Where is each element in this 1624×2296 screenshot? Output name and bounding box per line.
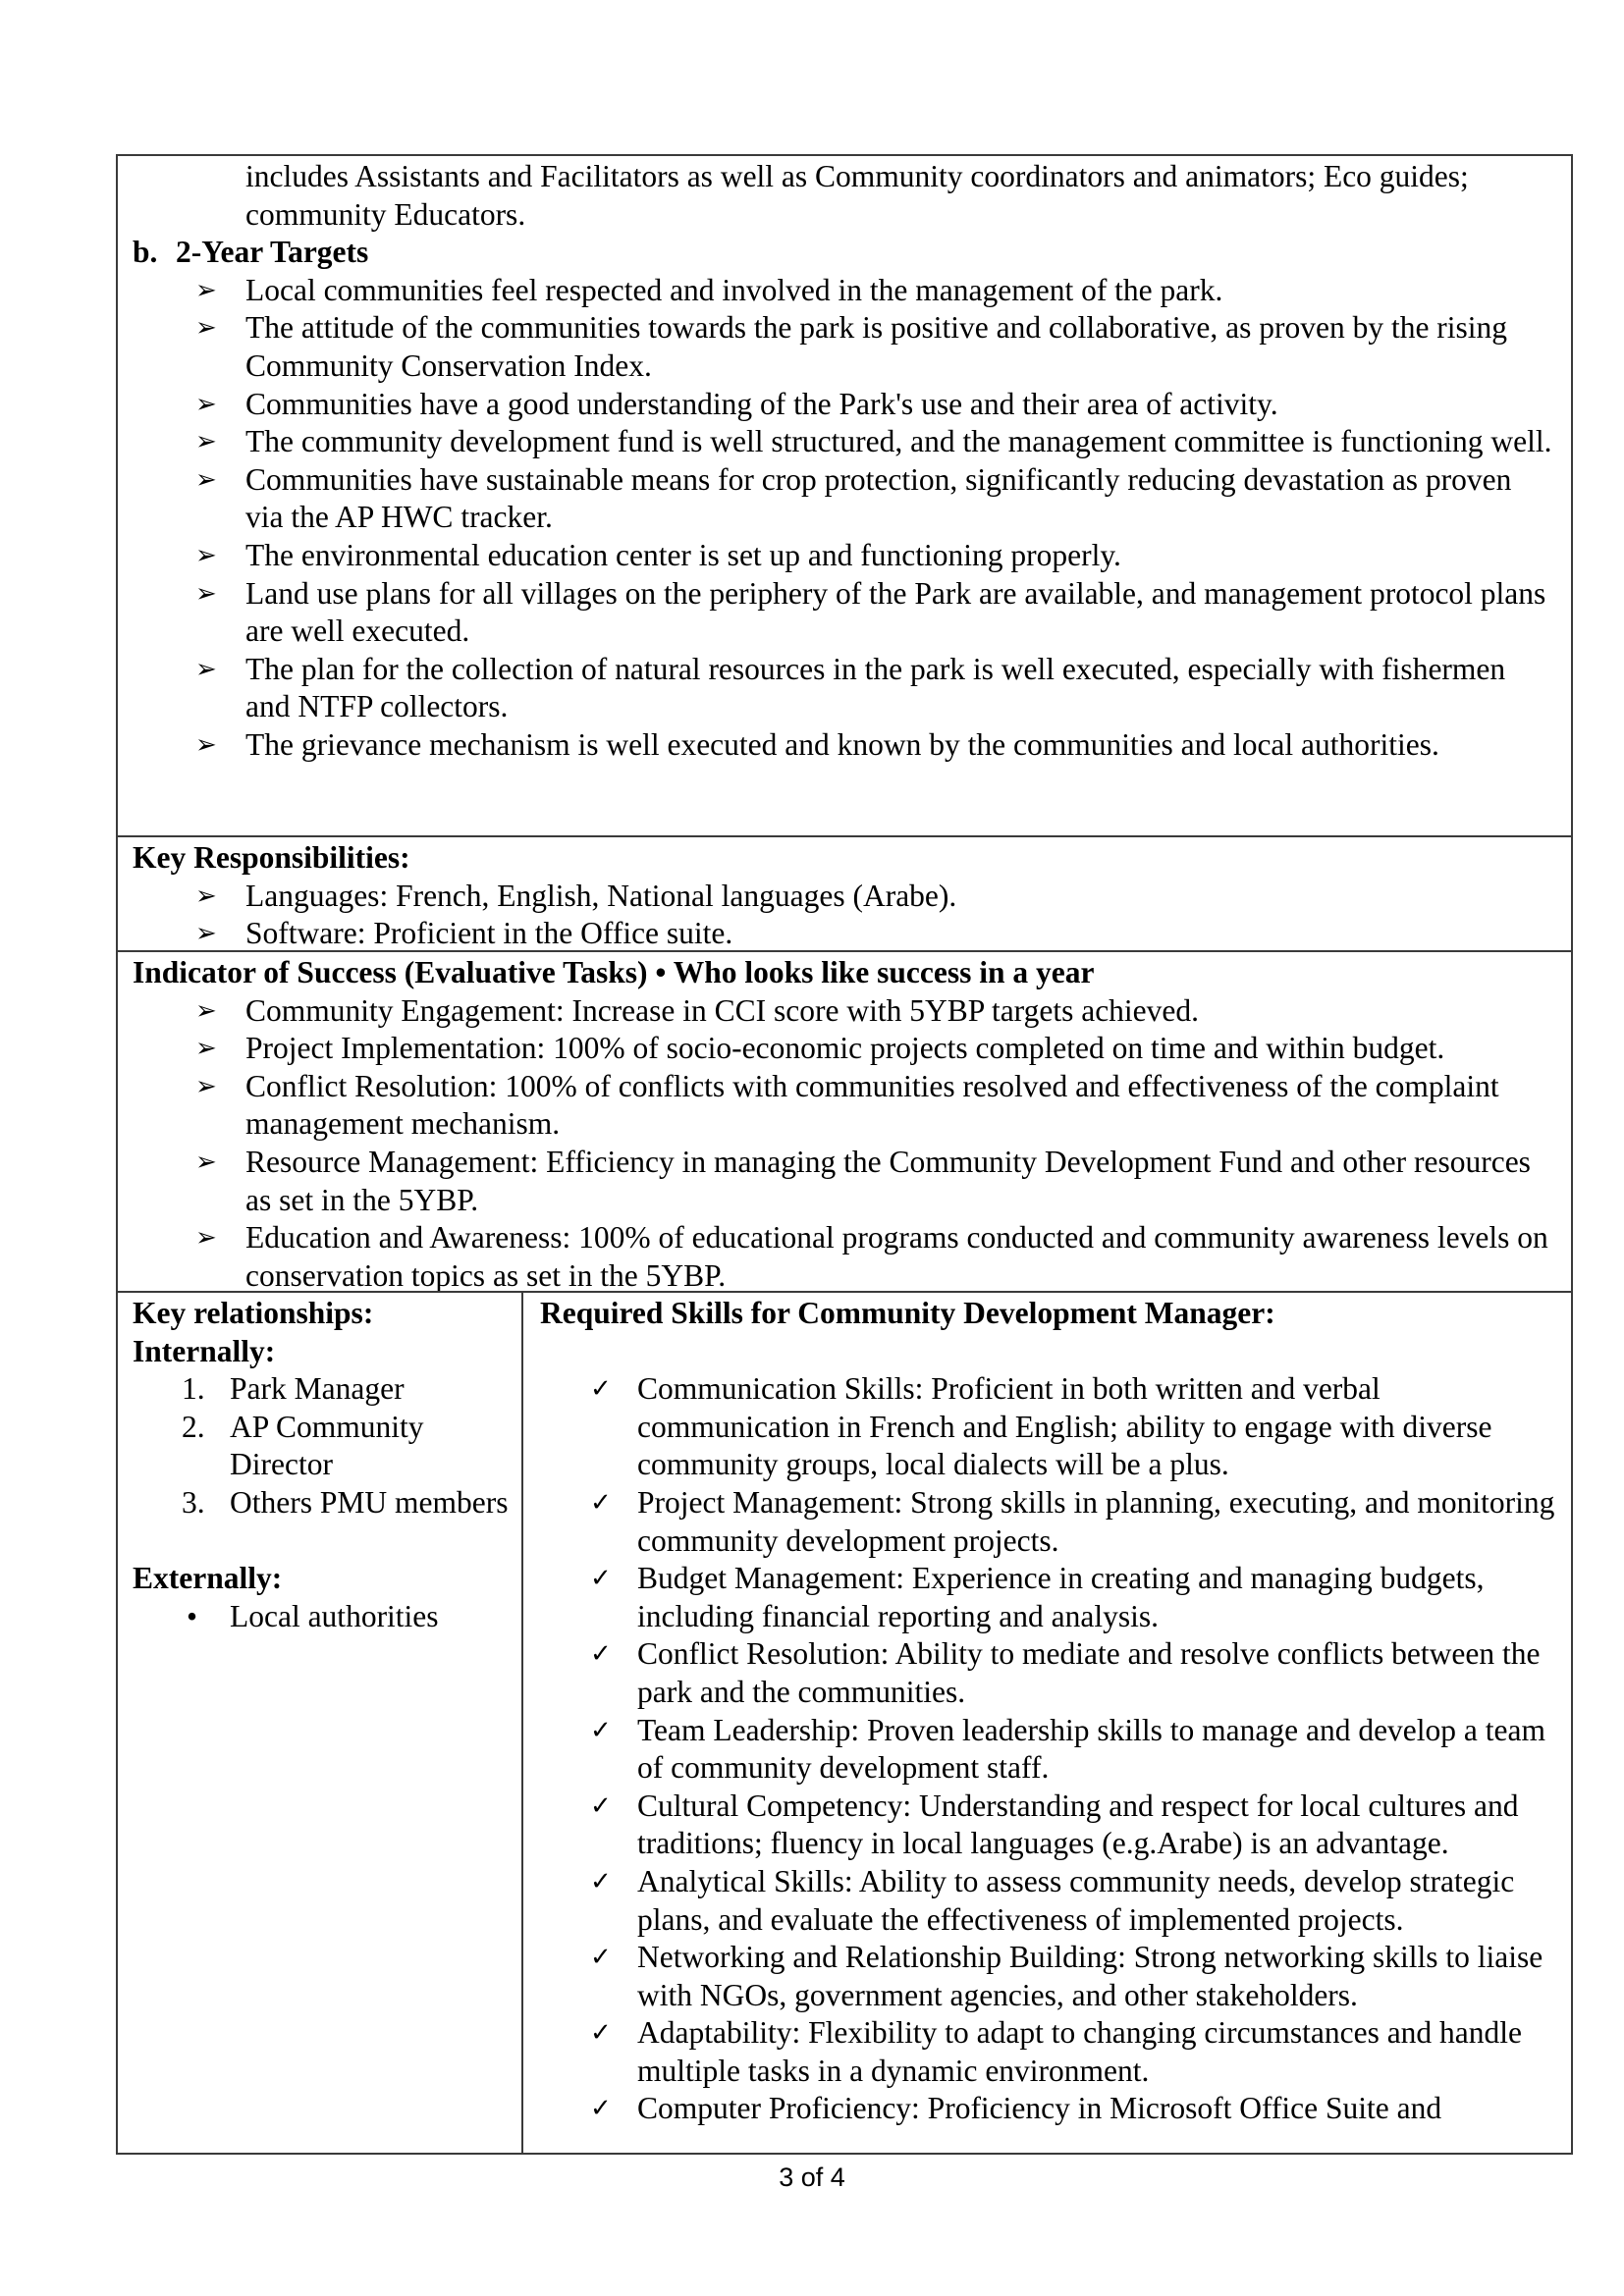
list-item: ✓ Adaptability: Flexibility to adapt to changing circumstances and handle multiple tasks in a dynamic environment. xyxy=(590,2015,1523,2088)
spacer xyxy=(540,1333,1571,1371)
page-number-footer xyxy=(0,2163,1624,2193)
checkmark-icon: ✓ xyxy=(590,2094,612,2124)
checkmark-icon: ✓ xyxy=(590,1866,612,1896)
arrow-bullet-icon: ➢ xyxy=(195,654,217,683)
list-item: ✓ Conflict Resolution: Ability to mediate and resolve conflicts between the park and the communities. xyxy=(590,1636,1541,1709)
arrow-bullet-icon: ➢ xyxy=(195,995,217,1025)
list-item: ✓ Networking and Relationship Building: Strong networking skills to liaise with NGOs, government agencies, and other stakeholders. xyxy=(590,1940,1543,2012)
list-number: 1. xyxy=(182,1371,205,1407)
list-item: ➢ Project Implementation: 100% of socio-economic projects completed on time and within budget. xyxy=(133,1030,1571,1068)
responsibilities-cell xyxy=(118,837,1571,950)
arrow-bullet-icon: ➢ xyxy=(195,1223,217,1253)
page-current: 3 xyxy=(779,2163,794,2192)
checkmark-icon: ✓ xyxy=(590,1790,612,1821)
checkmark-icon: ✓ xyxy=(590,1639,612,1670)
page-of-label: of xyxy=(800,2163,824,2192)
targets-list xyxy=(133,272,1571,765)
list-item: ✓ Project Management: Strong skills in planning, executing, and monitoring community development projects. xyxy=(590,1484,1555,1558)
indicators-heading: Indicator of Success (Evaluative Tasks) • Who looks like success in a year xyxy=(133,955,1095,989)
targets-heading xyxy=(133,234,1571,272)
indicators-row xyxy=(118,950,1571,1291)
list-item: ➢ Conflict Resolution: 100% of conflicts with communities resolved and effectiveness of the complaint management mechanism. xyxy=(195,1068,1499,1142)
list-item: • Local authorities xyxy=(133,1598,521,1636)
checkmark-icon: ✓ xyxy=(590,1487,612,1518)
list-item: 1. Park Manager xyxy=(133,1370,521,1409)
external-heading: Externally: xyxy=(133,1561,283,1596)
relationships-cell xyxy=(118,1293,523,2155)
responsibilities-list xyxy=(133,878,1571,953)
list-item: ✓ Budget Management: Experience in creating and managing budgets, including financial reporting and analysis. xyxy=(590,1561,1485,1633)
list-item: ➢ Communities have sustainable means for crop protection, significantly reducing devastation as proven via the AP HWC tracker. xyxy=(195,461,1512,535)
list-item: ➢ Local communities feel respected and involved in the management of the park. xyxy=(133,272,1571,310)
indicators-cell xyxy=(118,952,1571,1291)
checkmark-icon: ✓ xyxy=(590,1374,612,1405)
arrow-bullet-icon: ➢ xyxy=(195,881,217,910)
list-number: 2. xyxy=(182,1409,205,1444)
internal-heading: Internally: xyxy=(133,1333,276,1368)
list-item: ✓ Team Leadership: Proven leadership skills to manage and develop a team of community development staff. xyxy=(590,1712,1545,1786)
skills-cell xyxy=(523,1293,1571,2155)
responsibilities-heading: Key Responsibilities: xyxy=(133,840,410,875)
arrow-bullet-icon: ➢ xyxy=(195,540,217,569)
list-item: ➢ Land use plans for all villages on the periphery of the Park are available, and management protocol plans are well executed. xyxy=(195,575,1546,649)
list-item: ➢ Languages: French, English, National languages (Arabe). xyxy=(133,878,1571,916)
checkmark-icon: ✓ xyxy=(590,1564,612,1594)
list-item: ➢ Resource Management: Efficiency in managing the Community Development Fund and other resources as set in the 5YBP. xyxy=(195,1144,1531,1217)
list-item: ➢ The plan for the collection of natural resources in the park is well executed, especially with fishermen and NTFP collectors. xyxy=(195,651,1506,724)
list-item: ➢ The environmental education center is set up and functioning properly. xyxy=(133,537,1571,575)
skills-heading: Required Skills for Community Development Manager: xyxy=(540,1296,1275,1330)
dot-bullet-icon: • xyxy=(187,1598,198,1633)
arrow-bullet-icon: ➢ xyxy=(195,275,217,304)
skills-list xyxy=(540,1370,1571,2128)
targets-heading-title: 2-Year Targets xyxy=(176,235,369,270)
page-total: 4 xyxy=(830,2163,845,2192)
arrow-bullet-icon: ➢ xyxy=(195,729,217,759)
responsibilities-row xyxy=(118,835,1571,950)
list-item: ➢ Education and Awareness: 100% of educational programs conducted and community awareness levels on conservation topics as set in the 5YBP. xyxy=(195,1220,1548,1293)
arrow-bullet-icon: ➢ xyxy=(195,389,217,418)
list-item: 2. AP Community Director xyxy=(182,1409,424,1482)
list-item: ➢ The grievance mechanism is well executed and known by the communities and local authorities. xyxy=(133,726,1571,765)
arrow-bullet-icon: ➢ xyxy=(195,1071,217,1100)
arrow-bullet-icon: ➢ xyxy=(195,919,217,948)
arrow-bullet-icon: ➢ xyxy=(195,578,217,608)
external-list xyxy=(133,1598,521,1636)
list-item: ➢ Software: Proficient in the Office suite. xyxy=(133,915,1571,953)
job-description-table xyxy=(116,154,1573,2155)
arrow-bullet-icon: ➢ xyxy=(195,1147,217,1176)
list-item: ✓ Cultural Competency: Understanding and respect for local cultures and traditions; fluency in local languages (e.g.Arabe) is an advantage. xyxy=(590,1788,1519,1861)
arrow-bullet-icon: ➢ xyxy=(195,464,217,494)
indicators-list xyxy=(133,992,1571,1296)
checkmark-icon: ✓ xyxy=(590,1715,612,1745)
list-item: ➢ Community Engagement: Increase in CCI score with 5YBP targets achieved. xyxy=(133,992,1571,1031)
targets-row xyxy=(118,156,1571,835)
list-item: ✓ Computer Proficiency: Proficiency in Microsoft Office Suite and xyxy=(540,2090,1571,2128)
checkmark-icon: ✓ xyxy=(590,2018,612,2049)
list-item: ✓ Communication Skills: Proficient in both written and verbal communication in French and English; ability to engage with diverse community groups, local dialects will be a plus. xyxy=(590,1371,1492,1482)
arrow-bullet-icon: ➢ xyxy=(195,427,217,456)
arrow-bullet-icon: ➢ xyxy=(195,313,217,343)
relationships-heading: Key relationships: xyxy=(133,1296,374,1330)
arrow-bullet-icon: ➢ xyxy=(195,1034,217,1063)
list-item: ➢ The attitude of the communities towards the park is positive and collaborative, as proven by the rising Community Conservation Index. xyxy=(195,310,1508,383)
targets-cell xyxy=(118,156,1571,835)
internal-list xyxy=(133,1370,521,1522)
relationships-skills-row xyxy=(118,1291,1571,2155)
list-item: ✓ Analytical Skills: Ability to assess community needs, develop strategic plans, and evaluate the effectiveness of implemented projects. xyxy=(590,1863,1515,1937)
list-item: ➢ Communities have a good understanding of the Park's use and their area of activity. xyxy=(133,386,1571,424)
checkmark-icon: ✓ xyxy=(590,1943,612,1973)
list-number: 3. xyxy=(182,1484,205,1520)
spacer xyxy=(133,1522,521,1561)
targets-heading-label: b. xyxy=(133,235,158,270)
list-item: ➢ The community development fund is well structured, and the management committee is functioning well. xyxy=(133,423,1571,461)
list-item: 3. Others PMU members xyxy=(133,1484,521,1522)
section-a-continuation: includes Assistants and Facilitators as well as Community coordinators and animators; Eco guides; community Educators. xyxy=(245,159,1469,232)
